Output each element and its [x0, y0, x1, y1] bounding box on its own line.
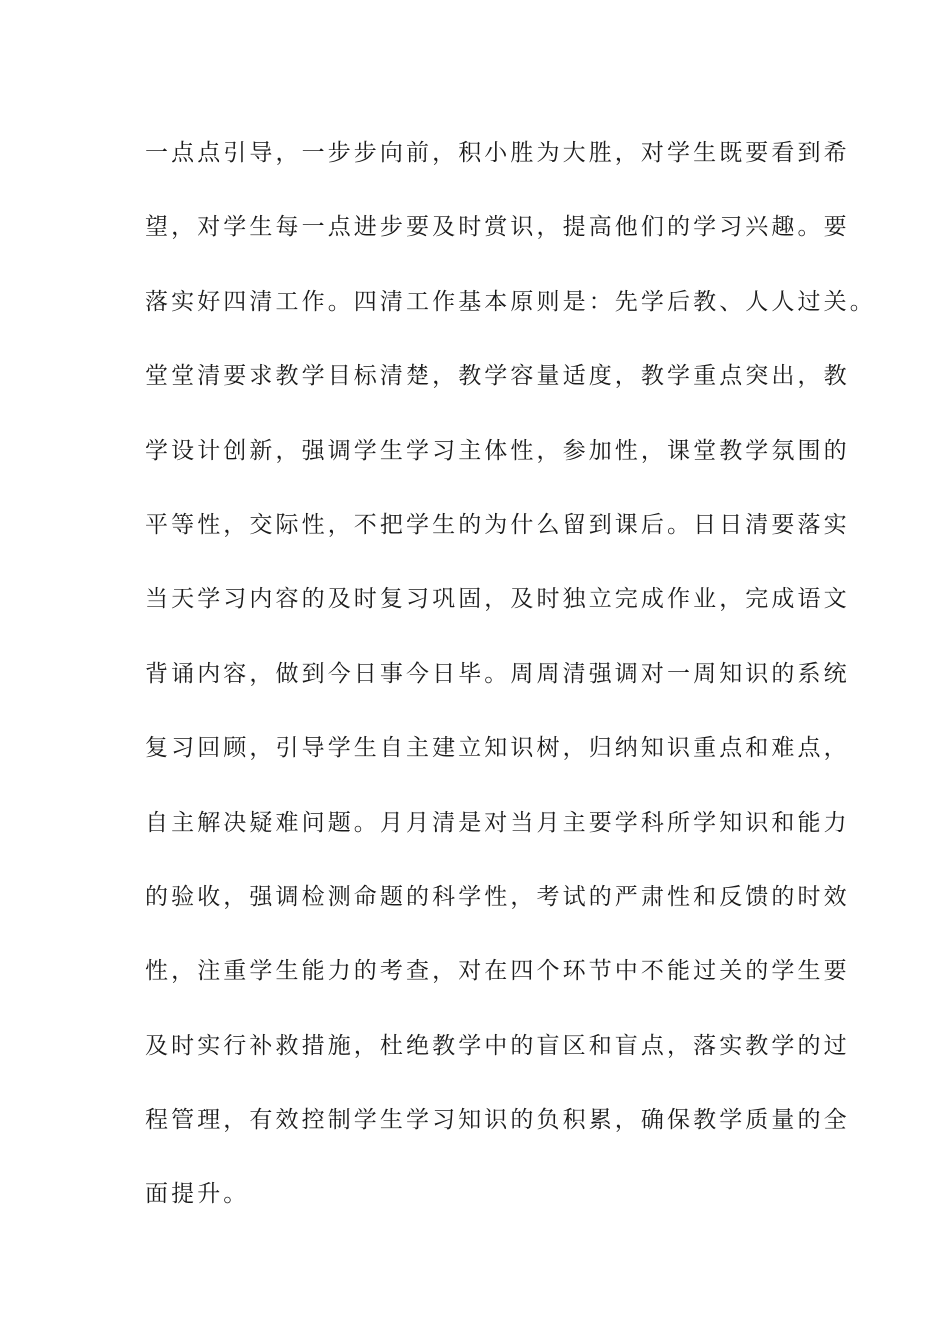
- text-line: 背诵内容，做到今日事今日毕。周周清强调对一周知识的系统: [145, 660, 850, 687]
- text-line: 当天学习内容的及时复习巩固，及时独立完成作业，完成语文: [145, 586, 850, 613]
- text-line: 堂堂清要求教学目标清楚，教学容量适度，教学重点突出，教: [145, 363, 850, 390]
- text-line: 性，注重学生能力的考查，对在四个环节中不能过关的学生要: [145, 958, 850, 985]
- text-line: 程管理，有效控制学生学习知识的负积累，确保教学质量的全: [145, 1107, 850, 1134]
- text-line: 自主解决疑难问题。月月清是对当月主要学科所学知识和能力: [145, 809, 850, 836]
- text-line: 及时实行补救措施，杜绝教学中的盲区和盲点，落实教学的过: [145, 1032, 850, 1059]
- text-line: 复习回顾，引导学生自主建立知识树，归纳知识重点和难点，: [145, 735, 850, 762]
- text-line: 一点点引导，一步步向前，积小胜为大胜，对学生既要看到希: [145, 140, 850, 166]
- body-paragraph: [145, 133, 876, 1249]
- text-line: 学设计创新，强调学生学习主体性，参加性，课堂教学氛围的: [145, 437, 850, 464]
- text-line: 面提升。: [145, 1181, 250, 1208]
- text-line: 平等性，交际性，不把学生的为什么留到课后。日日清要落实: [145, 511, 850, 538]
- text-line: 落实好四清工作。四清工作基本原则是：先学后教、人人过关。: [145, 288, 876, 315]
- text-line: 的验收，强调检测命题的科学性，考试的严肃性和反馈的时效: [145, 883, 850, 910]
- text-line: 望，对学生每一点进步要及时赏识，提高他们的学习兴趣。要: [145, 214, 850, 241]
